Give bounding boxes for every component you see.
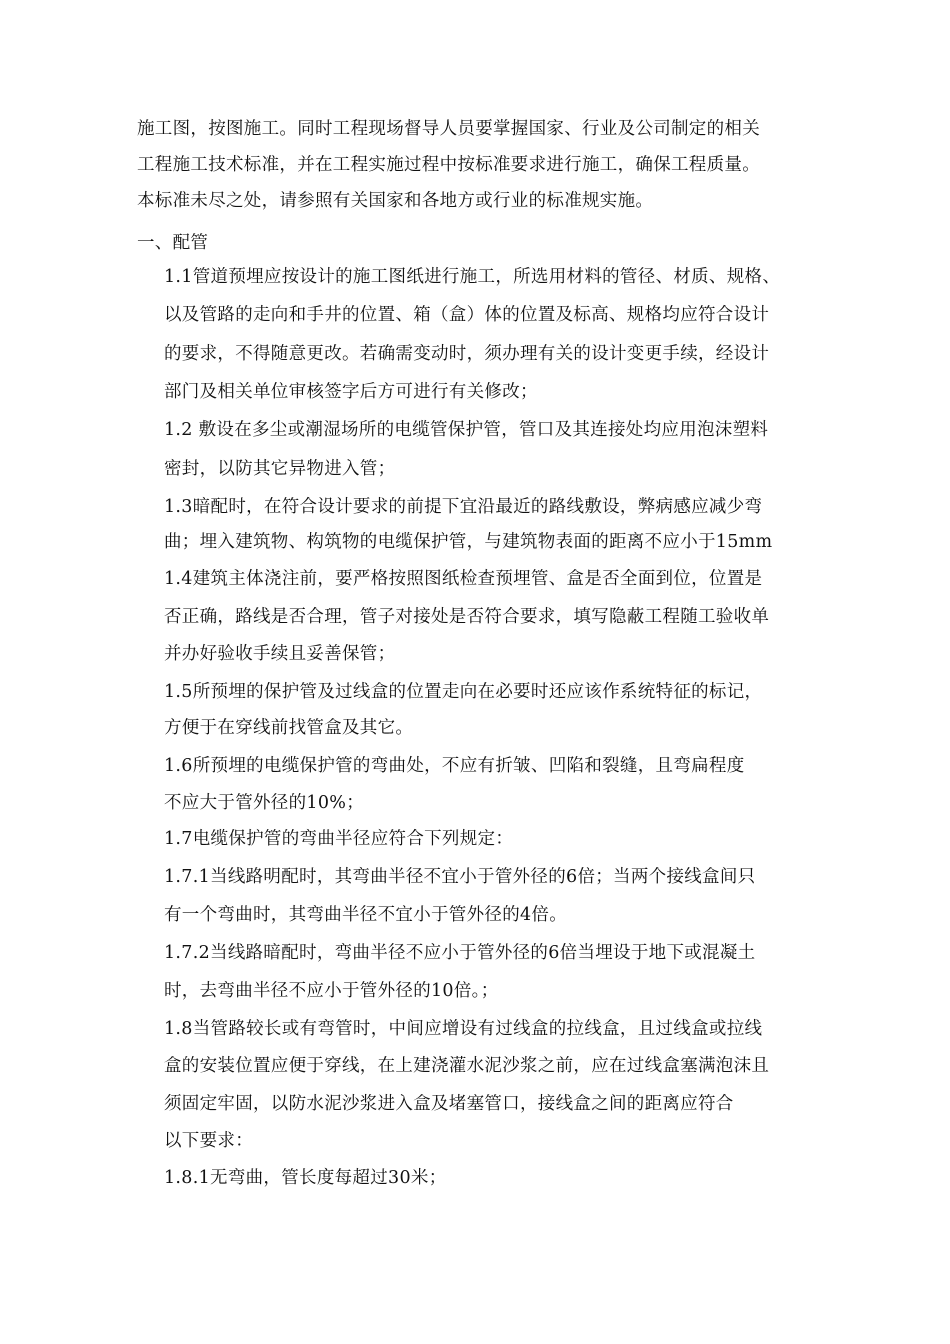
text-line: 1.4建筑主体浇注前，要严格按照图纸检查预埋管、盒是否全面到位，位置是 [164,569,763,589]
text-line: 本标准未尽之处，请参照有关国家和各地方或行业的标准规实施。 [137,191,654,211]
text-line: 1.3暗配时，在符合设计要求的前提下宜沿最近的路线敷设，弊病感应减少弯 [164,497,763,517]
text-line: 1.1管道预埋应按设计的施工图纸进行施工，所选用材料的管径、材质、规格、 [164,267,781,287]
text-line: 密封，以防其它异物进入管； [164,459,396,479]
text-line: 以及管路的走向和手井的位置、箱（盒）体的位置及标高、规格均应符合设计 [164,305,770,325]
text-line: 以下要求： [164,1131,253,1151]
text-line: 1.7.1当线路明配时，其弯曲半径不宜小于管外径的6倍；当两个接线盒间只 [164,867,756,887]
text-line: 1.7电缆保护管的弯曲半径应符合下列规定： [164,829,514,849]
text-line: 工程施工技术标准，并在工程实施过程中按标准要求进行施工，确保工程质量。 [137,155,760,175]
text-line: 1.6所预埋的电缆保护管的弯曲处，不应有折皱、凹陷和裂缝，且弯扁程度 [164,756,745,776]
text-line: 1.8.1无弯曲，管长度每超过30米； [164,1168,447,1188]
text-line: 盒的安装位置应便于穿线，在上建浇灌水泥沙浆之前，应在过线盒塞满泡沫且 [164,1056,770,1076]
text-line: 部门及相关单位审核签字后方可进行有关修改； [164,382,538,402]
section-heading: 一、配管 [137,233,209,253]
text-line: 1.5所预埋的保护管及过线盒的位置走向在必要时还应该作系统特征的标记， [164,682,763,702]
text-line: 曲；埋入建筑物、构筑物的电缆保护管，与建筑物表面的距离不应小于15mm [164,532,773,552]
text-line: 时，去弯曲半径不应小于管外径的10倍。； [164,981,499,1001]
text-line: 1.2 敷设在多尘或潮湿场所的电缆管保护管，管口及其连接处均应用泡沫塑料 [164,420,769,440]
text-line: 1.8当管路较长或有弯管时，中间应增设有过线盒的拉线盒，且过线盒或拉线 [164,1019,763,1039]
text-line: 方便于在穿线前找管盒及其它。 [164,718,414,738]
text-line: 并办好验收手续且妥善保管； [164,644,396,664]
text-line: 1.7.2当线路暗配时，弯曲半径不应小于管外径的6倍当埋设于地下或混凝土 [164,943,756,963]
text-line: 否正确，路线是否合理，管子对接处是否符合要求，填写隐蔽工程随工验收单 [164,607,770,627]
text-line: 须固定牢固，以防水泥沙浆进入盒及堵塞管口，接线盒之间的距离应符合 [164,1094,734,1114]
text-line: 的要求，不得随意更改。若确需变动时，须办理有关的设计变更手续，经设计 [164,344,770,364]
text-line: 不应大于管外径的10%； [164,793,364,813]
text-line: 有一个弯曲时，其弯曲半径不宜小于管外径的4倍。 [164,905,568,925]
text-line: 施工图，按图施工。同时工程现场督导人员要掌握国家、行业及公司制定的相关 [137,119,760,139]
